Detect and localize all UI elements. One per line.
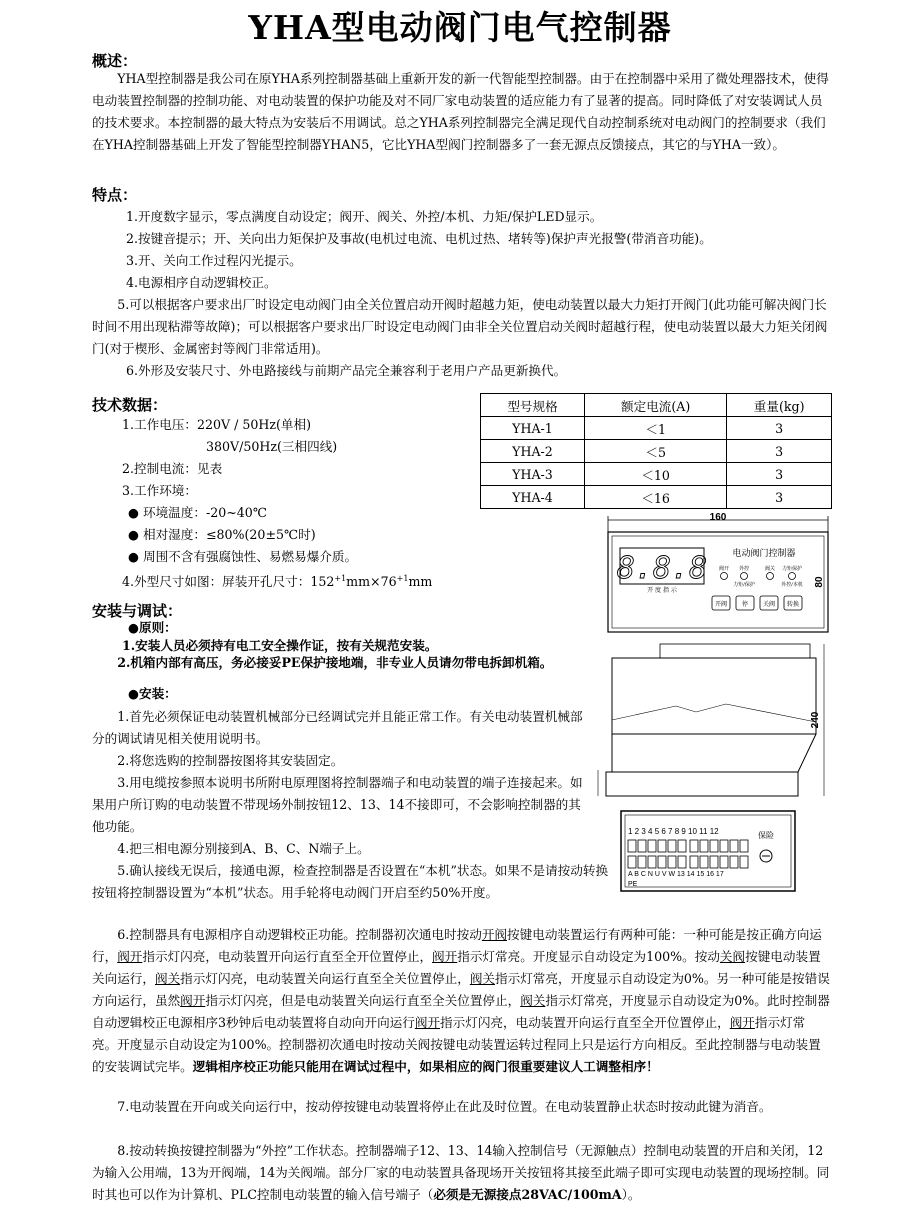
- height-label: 80: [814, 576, 825, 588]
- button-label: 转换: [786, 601, 800, 608]
- step6-valve-open: 阀开: [117, 949, 143, 964]
- step6-valve-open: 阀开: [180, 993, 206, 1008]
- width-label: 160: [709, 512, 727, 523]
- feature-item: 4.电源相序自动逻辑校正。: [126, 275, 277, 290]
- principle-1: 1.安装人员必须持有电工安全操作证，按有关规范安装。: [122, 638, 438, 653]
- page-title: YHA型电动阀门电气控制器: [248, 8, 672, 47]
- table-cell: ＜5: [585, 440, 727, 463]
- led-label: 阀开: [718, 566, 730, 572]
- tech-size: [122, 568, 432, 593]
- table-cell: 3: [727, 486, 832, 509]
- table-row: [481, 440, 832, 463]
- size-text: 4.外型尺寸如图：屏装开孔尺寸：152: [122, 574, 335, 590]
- overview-heading: 概述：: [92, 52, 138, 70]
- step6-valve-open: 阀开: [414, 1015, 441, 1030]
- table-cell: YHA-4: [481, 486, 585, 509]
- button-label: 停: [741, 601, 749, 608]
- pe-label: PE: [628, 881, 638, 888]
- install-step-3: 3.用电缆按参照本说明书所附电原理图将控制器端子和电动装置的端子连接起来。如果用户所订购的电动装置不带现场外制按钮12、13、14不接即可，不会影响控制器的其他功能。: [92, 775, 583, 834]
- step6-open-key: 开阀: [481, 927, 508, 942]
- step6-text: 指示灯闪亮，电动装置开向运行直至全开位置停止，: [142, 949, 433, 964]
- size-mid: mm×76: [346, 574, 397, 590]
- button-label: 关阀: [762, 601, 776, 608]
- table-cell: 3: [727, 440, 832, 463]
- led-close: [767, 573, 774, 580]
- step6-warning: 逻辑相序校正功能只能用在调试过程中，如果相应的阀门很重要建议人工调整相序！: [192, 1059, 659, 1074]
- env-item: ● 相对湿度：≤80%(20±5℃时): [128, 527, 316, 542]
- feature-item: 6.外形及安装尺寸、外电路接线与前期产品完全兼容利于老用户产品更新换代。: [126, 363, 567, 378]
- step8-bold: 必须是无源接点28VAC/100mA: [433, 1187, 622, 1202]
- table-row: [481, 486, 832, 509]
- table-cell: ＜1: [585, 417, 727, 440]
- tech-voltage-2: 380V/50Hz(三相四线): [206, 439, 338, 454]
- feature-item: 1.开度数字显示，零点满度自动设定；阀开、阀关、外控/本机、力矩/保护LED显示。: [126, 209, 603, 224]
- step8-end: ）。: [621, 1187, 641, 1202]
- table-cell: YHA-2: [481, 440, 585, 463]
- led-label: 外控: [738, 566, 750, 572]
- principle-heading: ●原则：: [128, 620, 177, 635]
- step8-text: 8.按动转换按键控制器为“外控”工作状态。控制器端子12、13、14输入控制信号（无源触点）控制电动装置的开启和关闭，12为输入公用端，13为开阀端，14为关阀端。部分厂家的电动装置具备现场开关按钮将其接至此端子即可实现电动装置的现场控制。同时其也可以作为计算机、PLC控制电动装置的输入信号端子（: [92, 1143, 830, 1202]
- tech-voltage: 1.工作电压：220V / 50Hz(单相): [122, 417, 312, 432]
- table-header-row: [481, 394, 832, 417]
- led-open: [721, 573, 728, 580]
- size-sup: +1: [334, 574, 347, 583]
- depth-label: 240: [810, 711, 821, 729]
- size-sup: +1: [396, 574, 409, 583]
- step6-text: 按键电动装置关向运行，: [92, 949, 821, 986]
- led-torque: [741, 573, 748, 580]
- tech-heading: 技术数据：: [92, 396, 168, 414]
- table-cell: YHA-1: [481, 417, 585, 440]
- install-step-5: 5.确认接线无误后，接通电源，检查控制器是否设置在“本机”状态。如果不是请按动转换按钮将控制器设置为“本机”状态。用手轮将电动阀门开启至约50%开度。: [92, 863, 609, 900]
- step6-text: 指示灯常亮。开度显示自动设定为100%。按动: [457, 949, 720, 964]
- terminal-bottom-label: A B C N U V W 13 14 15 16 17: [628, 871, 724, 878]
- install-step-8: [92, 1140, 830, 1206]
- table-header: 型号规格: [481, 394, 585, 417]
- step6-close-key: 关阀: [719, 949, 746, 964]
- step6-valve-open: 阀开: [729, 1015, 755, 1030]
- step6-valve-close: 阀关: [154, 971, 181, 986]
- tech-current: 2.控制电流：见表: [122, 461, 223, 476]
- step6-text: 指示灯闪亮，但是电动装置关向运行直至全关位置停止，: [205, 993, 521, 1008]
- step6-valve-close: 阀关: [469, 971, 495, 986]
- led-label: 阀关: [764, 566, 776, 572]
- led-label: 力矩保护: [781, 566, 803, 572]
- feature-item: 2.按键音提示；开、关向出力矩保护及事故(电机过电流、电机过热、堵转等)保护声光报警(带消音功能)。: [126, 231, 712, 246]
- install-subheading: ●安装：: [128, 686, 177, 701]
- env-item: ● 周围不含有强腐蚀性、易燃易爆介质。: [128, 549, 358, 564]
- display-digits: 8.8.8: [616, 551, 708, 586]
- button-label: 开阀: [714, 601, 728, 608]
- display-caption: 开 度 指 示: [647, 587, 677, 594]
- table-cell: ＜10: [585, 463, 727, 486]
- spec-table: [480, 393, 832, 509]
- install-step-4: 4.把三相电源分别接到A、B、C、N端子上。: [117, 841, 370, 856]
- tech-env: 3.工作环境：: [122, 483, 197, 498]
- terminal-top-label: 1 2 3 4 5 6 7 8 9 10 11 12: [628, 827, 719, 836]
- env-item: ● 环境温度：-20~40℃: [128, 505, 267, 520]
- table-cell: 3: [727, 417, 832, 440]
- step6-text: 指示灯常亮，开度显示自动设定为0%。此时控制器自动逻辑校正电源相序3秒钟后电动装置将自动向开向运行: [92, 993, 830, 1030]
- terminal-drawing: [620, 810, 796, 892]
- features-heading: 特点：: [92, 186, 138, 204]
- table-cell: 3: [727, 463, 832, 486]
- table-cell: YHA-3: [481, 463, 585, 486]
- table-header: 额定电流(A): [585, 394, 727, 417]
- table-row: [481, 463, 832, 486]
- install-step-2: 2.将您选购的控制器按图将其安装固定。: [117, 753, 344, 768]
- install-heading: 安装与调试：: [92, 602, 183, 620]
- install-step-1: 1.首先必须保证电动装置机械部分已经调试完并且能正常工作。有关电动装置机械部分的调试请见相关使用说明书。: [92, 709, 583, 746]
- controller-drawing: [596, 508, 836, 798]
- table-header: 重量(kg): [727, 394, 832, 417]
- step6-text: 6.控制器具有电源相序自动逻辑校正功能。控制器初次通电时按动: [117, 927, 482, 942]
- step6-text: 指示灯闪亮，电动装置关向运行直至全关位置停止，: [180, 971, 470, 986]
- led-sub: 外控/本机: [781, 582, 803, 588]
- feature-item: 5.可以根据客户要求出厂时设定电动阀门由全关位置启动开阀时超越力矩，使电动装置以最大力矩打开阀门(此功能可解决阀门长时间不用出现粘滞等故障)；可以根据客户要求出厂时设定电动阀门由非全关位置启动关阀时超越行程，使电动装置以最大力矩关闭阀门(对于楔形、金属密封等阀门非常适用)。: [92, 297, 828, 356]
- feature-item: 3.开、关向工作过程闪光提示。: [126, 253, 302, 268]
- step6-text: 指示灯常亮。开度显示自动设定为100%。控制器初次通电时按动关阀按键电动装置运转过程同上只是运行方向相反。至此控制器与电动装置的安装调试完毕。: [92, 1015, 821, 1074]
- overview-text: YHA型控制器是我公司在原YHA系列控制器基础上重新开发的新一代智能型控制器。由于在控制器中采用了微处理器技术，使得电动装置控制器的控制功能、对电动装置的保护功能及对不同厂家电动装置的适应能力有了显著的提高。同时降低了对安装调试人员的技术要求。本控制器的最大特点为安装后不用调试。总之YHA系列控制器完全满足现代自动控制系统对电动阀门的控制要求（我们在YHA控制器基础上开发了智能型控制器YHAN5，它比YHA型阀门控制器多了一套无源点反馈接点，其它的与YHA一致）。: [92, 71, 829, 152]
- principle-2: 2.机箱内部有高压，务必接妥PE保护接地端，非专业人员请勿带电拆卸机箱。: [117, 655, 553, 670]
- table-row: [481, 417, 832, 440]
- step6-valve-open: 阀开: [432, 949, 458, 964]
- panel-title: 电动阀门控制器: [732, 549, 796, 559]
- size-end: mm: [408, 574, 433, 590]
- install-step-6: [92, 924, 830, 1078]
- step6-valve-close: 阀关: [520, 993, 546, 1008]
- led-sub: 力矩/保护: [733, 582, 755, 588]
- led-remote: [789, 573, 796, 580]
- fuse-label: 保险: [758, 831, 774, 840]
- table-cell: ＜16: [585, 486, 727, 509]
- step6-text: 按键电动装置运行有两种可能：一种可能是按正确方向运行，: [92, 927, 822, 964]
- install-step-7: 7.电动装置在开向或关向运行中，按动停按键电动装置将停止在此及时位置。在电动装置静止状态时按动此键为消音。: [117, 1099, 772, 1114]
- step6-text: 指示灯闪亮，电动装置开向运行直至全开位置停止，: [440, 1015, 730, 1030]
- step6-text: 指示灯常亮，开度显示自动设定为0%。另一种可能是按错误方向运行，虽然: [92, 971, 830, 1008]
